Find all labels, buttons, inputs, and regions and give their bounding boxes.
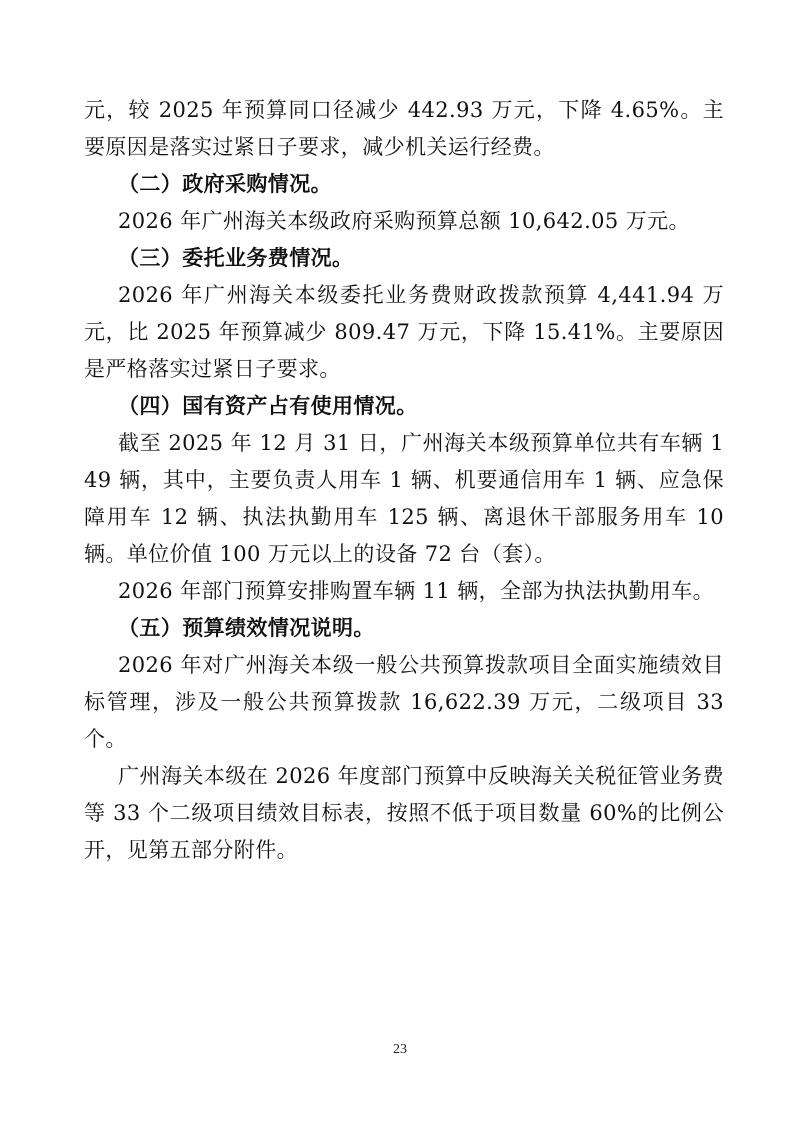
heading-performance: （五）预算绩效情况说明。 bbox=[118, 616, 375, 640]
paragraph-performance-disclosure: 广州海关本级在 2026 年度部门预算中反映海关关税征管业务费等 33 个二级项目绩效目标表，按照不低于项目数量 60%的比例公开，见第五部分附件。 bbox=[84, 764, 724, 862]
paragraph-performance-management: 2026 年对广州海关本级一般公共预算拨款项目全面实施绩效目标管理，涉及一般公共预算拨款 16,622.39 万元，二级项目 33 个。 bbox=[84, 653, 724, 751]
paragraph-vehicle-purchase: 2026 年部门预算安排购置车辆 11 辆，全部为执法执勤用车。 bbox=[118, 579, 714, 603]
paragraph-assets: 截至 2025 年 12 月 31 日，广州海关本级预算单位共有车辆 149 辆，其中，主要负责人用车 1 辆、机要通信用车 1 辆、应急保障用车 12 辆、执法执勤用车 125 辆、离退休干部服务用车 10 辆。单位价值 100 万元以上的设备 72 台（套）。 bbox=[84, 431, 724, 566]
paragraph-continuation: 元，较 2025 年预算同口径减少 442.93 万元，下降 4.65%。主要原因是落实过紧日子要求，减少机关运行经费。 bbox=[84, 98, 724, 159]
heading-entrusted-business-fees: （三）委托业务费情况。 bbox=[118, 246, 354, 270]
page-number: 23 bbox=[393, 1042, 407, 1057]
heading-state-assets: （四）国有资产占有使用情况。 bbox=[118, 394, 418, 418]
page-body bbox=[84, 92, 724, 869]
heading-government-procurement: （二）政府采购情况。 bbox=[118, 172, 332, 196]
paragraph-procurement: 2026 年广州海关本级政府采购预算总额 10,642.05 万元。 bbox=[118, 209, 690, 233]
paragraph-entrusted-fees: 2026 年广州海关本级委托业务费财政拨款预算 4,441.94 万元，比 2025 年预算减少 809.47 万元，下降 15.41%。主要原因是严格落实过紧日子要求。 bbox=[84, 283, 724, 381]
